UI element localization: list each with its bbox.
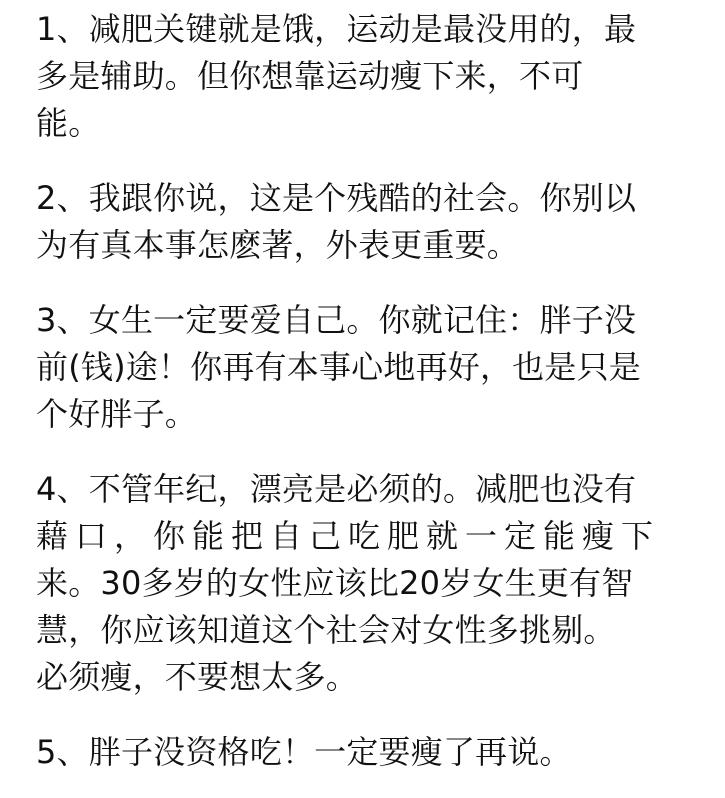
paragraph-line: 前(钱)途！你再有本事心地再好，也是只是 xyxy=(36,348,641,386)
paragraph-line: 为有真本事怎麽著，外表更重要。 xyxy=(36,226,520,264)
paragraph-line: 1、减肥关键就是饿，运动是最没用的，最 xyxy=(36,10,637,48)
paragraph-line: 5、胖子没资格吃！一定要瘦了再说。 xyxy=(36,733,572,771)
paragraph-4 xyxy=(36,466,725,701)
paragraph-line: 慧，你应该知道这个社会对女性多挑剔。 xyxy=(36,611,616,649)
paragraph-1 xyxy=(36,6,725,147)
paragraph-line: 4、不管年纪，漂亮是必须的。减肥也没有 xyxy=(36,470,637,508)
paragraph-3 xyxy=(36,297,725,438)
paragraph-line: 3、女生一定要爱自己。你就记住：胖子没 xyxy=(36,301,637,339)
paragraph-line: 多是辅助。但你想靠运动瘦下来，不可 xyxy=(36,57,584,95)
paragraph-line: 必须瘦，不要想太多。 xyxy=(36,658,359,696)
paragraph-line: 2、我跟你说，这是个残酷的社会。你别以 xyxy=(36,179,637,217)
paragraph-line: 藉口，你能把自己吃肥就一定能瘦下 xyxy=(36,517,661,555)
paragraph-line: 能。 xyxy=(36,104,101,142)
paragraph-5 xyxy=(36,729,725,776)
paragraph-line: 个好胖子。 xyxy=(36,395,198,433)
paragraph-line: 来。30多岁的女性应该比20岁女生更有智 xyxy=(36,564,634,602)
paragraph-2 xyxy=(36,175,725,269)
